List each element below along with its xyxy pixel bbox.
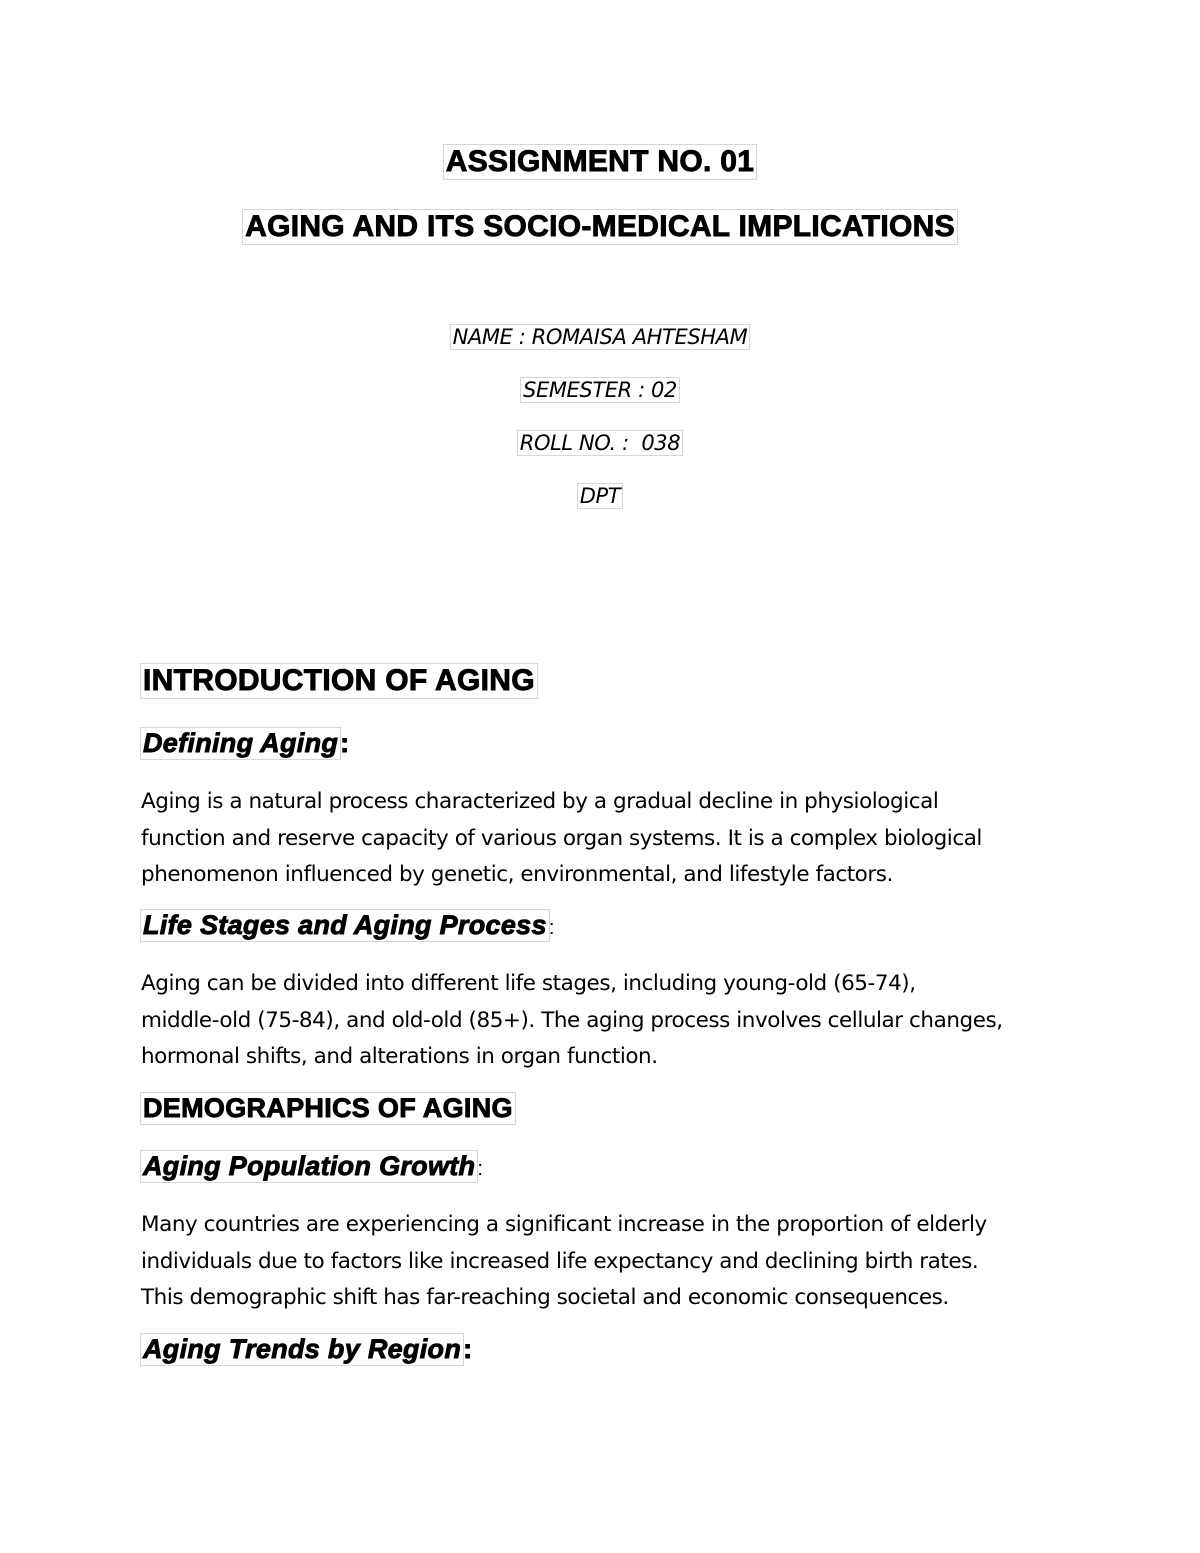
subject-title: AGING AND ITS SOCIO-MEDICAL IMPLICATIONS bbox=[245, 210, 955, 243]
paragraph-line: hormonal shifts, and alterations in organ function. bbox=[141, 1044, 658, 1069]
population-growth-colon: : bbox=[477, 1158, 484, 1180]
paragraph-line: function and reserve capacity of various organ systems. It is a complex biological bbox=[141, 825, 982, 851]
semester: SEMESTER : 02 bbox=[523, 378, 677, 402]
paragraph-line: This demographic shift has far-reaching societal and economic consequences. bbox=[141, 1285, 949, 1310]
life-stages-colon: : bbox=[548, 917, 555, 939]
subject-title-line bbox=[0, 210, 1200, 244]
trends-by-region-subheading: Aging Trends by Region bbox=[143, 1334, 462, 1364]
paragraph-line: Many countries are experiencing a significant increase in the proportion of elderly bbox=[141, 1212, 987, 1237]
population-growth-paragraph bbox=[141, 1207, 1071, 1317]
paragraph-line: individuals due to factors like increased life expectancy and declining birth rates. bbox=[141, 1248, 979, 1274]
paragraph-line: Aging can be divided into different life stages, including young-old (65-74), bbox=[141, 971, 916, 996]
assignment-title: ASSIGNMENT NO. 01 bbox=[445, 145, 755, 178]
trends-by-region-heading bbox=[141, 1334, 472, 1365]
demographics-heading-line bbox=[141, 1093, 515, 1124]
defining-aging-subheading: Defining Aging bbox=[143, 728, 339, 758]
assignment-title-line bbox=[0, 145, 1200, 179]
roll-no-line bbox=[0, 431, 1200, 455]
life-stages-subheading: Life Stages and Aging Process bbox=[143, 910, 547, 940]
population-growth-subheading: Aging Population Growth bbox=[143, 1151, 476, 1181]
life-stages-paragraph bbox=[141, 966, 1071, 1076]
roll-number: ROLL NO. : 038 bbox=[519, 431, 681, 455]
student-name: NAME : ROMAISA AHTESHAM bbox=[452, 325, 748, 349]
defining-aging-paragraph bbox=[141, 784, 1071, 894]
paragraph-line: Aging is a natural process characterized by a gradual decline in physiological bbox=[141, 789, 939, 814]
paragraph-line: middle-old (75-84), and old-old (85+). The aging process involves cellular changes, bbox=[141, 1007, 1003, 1033]
defining-aging-colon: : bbox=[340, 728, 350, 758]
department: DPT bbox=[579, 484, 621, 508]
department-line bbox=[0, 484, 1200, 508]
paragraph-line: phenomenon influenced by genetic, environmental, and lifestyle factors. bbox=[141, 862, 893, 887]
intro-heading: INTRODUCTION OF AGING bbox=[143, 664, 535, 697]
intro-heading-line bbox=[141, 664, 537, 698]
semester-line bbox=[0, 378, 1200, 402]
population-growth-heading bbox=[141, 1151, 483, 1182]
life-stages-heading bbox=[141, 910, 555, 941]
demographics-heading: DEMOGRAPHICS OF AGING bbox=[143, 1093, 513, 1123]
student-name-line bbox=[0, 325, 1200, 349]
trends-by-region-colon: : bbox=[463, 1334, 473, 1364]
defining-aging-heading bbox=[141, 728, 349, 759]
